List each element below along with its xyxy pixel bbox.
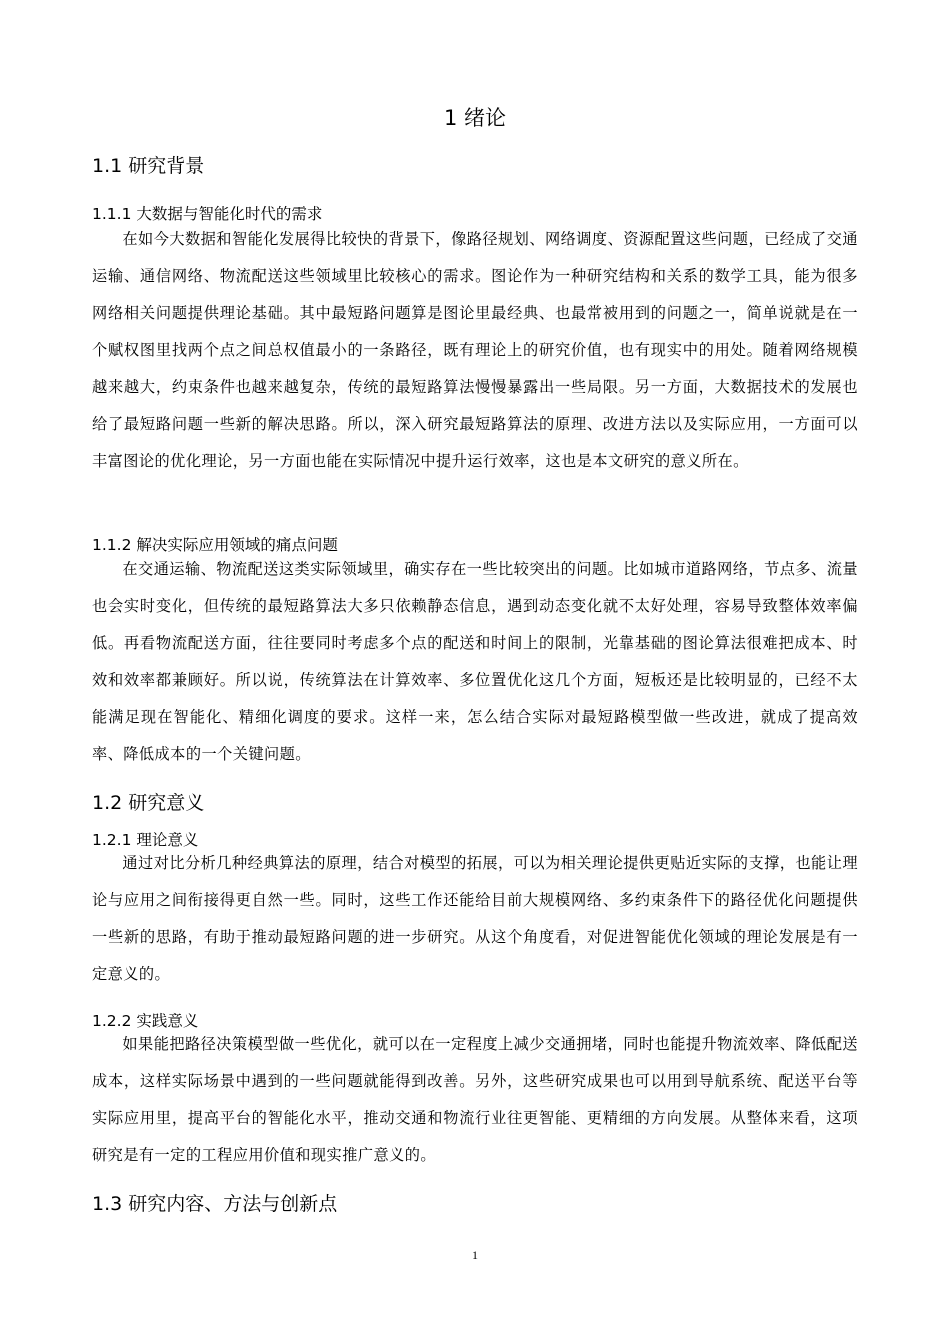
section-heading-1-3: 1.3 研究内容、方法与创新点 [92,1193,338,1215]
paragraph-1-2-1: 通过对比分析几种经典算法的原理，结合对模型的拓展，可以为相关理论提供更贴近实际的支撑，也能让理论与应用之间衔接得更自然一些。同时，这些工作还能给目前大规模网络、多约束条件下的路径优化问题提供一些新的思路，有助于推动最短路问题的进一步研究。从这个角度看，对促进智能优化领域的理论发展是有一定意义的。 [92,854,858,983]
chapter-title: 1 绪论 [443,106,507,130]
subsection-heading-1-1-2: 1.1.2 解决实际应用领域的痛点问题 [92,536,338,554]
subsection-heading-1-2-2: 1.2.2 实践意义 [92,1012,199,1030]
paragraph-1-1-2: 在交通运输、物流配送这类实际领域里，确实存在一些比较突出的问题。比如城市道路网络，节点多、流量也会实时变化，但传统的最短路算法大多只依赖静态信息，遇到动态变化就不太好处理，容易导致整体效率偏低。再看物流配送方面，往往要同时考虑多个点的配送和时间上的限制，光靠基础的图论算法很难把成本、时效和效率都兼顾好。所以说，传统算法在计算效率、多位置优化这几个方面，短板还是比较明显的，已经不太能满足现在智能化、精细化调度的要求。这样一来，怎么结合实际对最短路模型做一些改进，就成了提高效率、降低成本的一个关键问题。 [92,560,858,763]
page-number: 1 [472,1248,478,1262]
subsection-heading-1-2-1: 1.2.1 理论意义 [92,831,199,849]
section-heading-1-2: 1.2 研究意义 [92,792,205,814]
paragraph-1-2-2: 如果能把路径决策模型做一些优化，就可以在一定程度上减少交通拥堵，同时也能提升物流效率、降低配送成本，这样实际场景中遇到的一些问题就能得到改善。另外，这些研究成果也可以用到导航系统、配送平台等实际应用里，提高平台的智能化水平，推动交通和物流行业往更智能、更精细的方向发展。从整体来看，这项研究是有一定的工程应用价值和现实推广意义的。 [92,1035,858,1164]
subsection-heading-1-1-1: 1.1.1 大数据与智能化时代的需求 [92,205,323,223]
section-heading-1-1: 1.1 研究背景 [92,155,205,177]
paragraph-1-1-1: 在如今大数据和智能化发展得比较快的背景下，像路径规划、网络调度、资源配置这些问题，已经成了交通运输、通信网络、物流配送这些领域里比较核心的需求。图论作为一种研究结构和关系的数学工具，能为很多网络相关问题提供理论基础。其中最短路问题算是图论里最经典、也最常被用到的问题之一，简单说就是在一个赋权图里找两个点之间总权值最小的一条路径，既有理论上的研究价值，也有现实中的用处。随着网络规模越来越大，约束条件也越来越复杂，传统的最短路算法慢慢暴露出一些局限。另一方面，大数据技术的发展也给了最短路问题一些新的解决思路。所以，深入研究最短路算法的原理、改进方法以及实际应用，一方面可以丰富图论的优化理论，另一方面也能在实际情况中提升运行效率，这也是本文研究的意义所在。 [92,230,858,470]
